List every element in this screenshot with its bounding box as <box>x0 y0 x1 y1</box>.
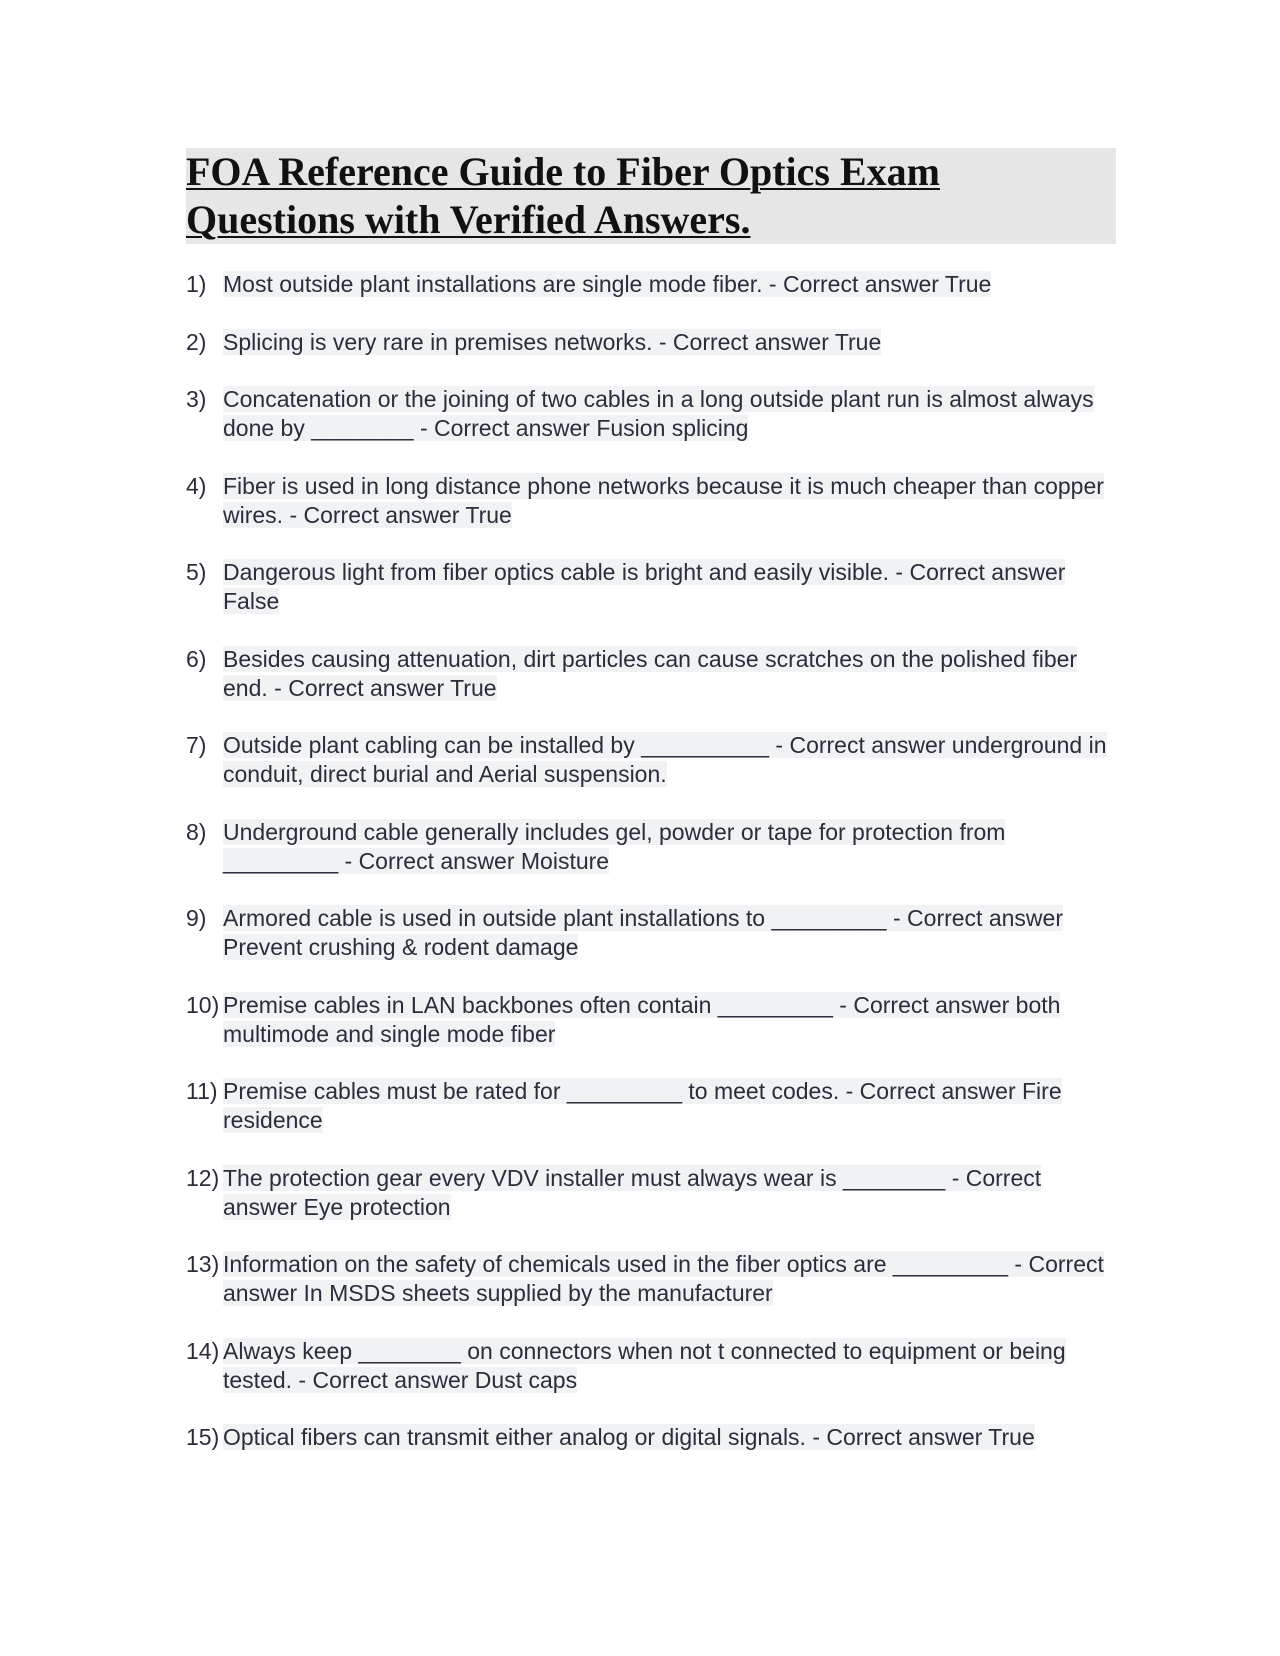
question-item <box>186 818 1116 876</box>
question-number: 6) <box>186 645 207 672</box>
question-number: 15) <box>186 1424 220 1450</box>
question-text: Fiber is used in long distance phone networks because it is much cheaper than copper wires. - Correct answer True <box>223 472 1104 528</box>
question-number: 10) <box>186 991 220 1018</box>
question-text: Underground cable generally includes gel, powder or tape for protection from _________ - Correct answer Moisture <box>223 818 1006 874</box>
page-title: FOA Reference Guide to Fiber Optics Exam Questions with Verified Answers. <box>186 149 940 242</box>
question-number: 3) <box>186 386 207 412</box>
question-item <box>186 1337 1116 1395</box>
question-text: Most outside plant installations are single mode fiber. - Correct answer True <box>223 271 992 297</box>
question-item <box>186 328 1116 357</box>
question-number: 2) <box>186 328 207 355</box>
question-number: 1) <box>186 271 207 297</box>
question-number: 13) <box>186 1251 220 1277</box>
question-text: Information on the safety of chemicals used in the fiber optics are _________ - Correct answer In MSDS sheets supplied by the manufacturer <box>223 1251 1104 1306</box>
question-text: The protection gear every VDV installer must always wear is ________ - Correct answer Eye protection <box>223 1164 1042 1220</box>
question-list <box>186 270 1116 1481</box>
question-item <box>186 472 1116 530</box>
question-item <box>186 270 1116 299</box>
question-number: 7) <box>186 732 207 758</box>
question-item <box>186 558 1116 616</box>
question-item <box>186 1423 1116 1452</box>
question-text: Always keep ________ on connectors when not t connected to equipment or being tested. - Correct answer Dust caps <box>223 1337 1066 1393</box>
question-number: 11) <box>186 1078 218 1104</box>
question-number: 12) <box>186 1164 220 1191</box>
question-text: Premise cables must be rated for _________ to meet codes. - Correct answer Fire residence <box>223 1078 1062 1133</box>
question-item <box>186 385 1116 443</box>
question-item <box>186 1077 1116 1135</box>
question-item <box>186 904 1116 962</box>
question-item <box>186 1250 1116 1308</box>
question-text: Premise cables in LAN backbones often contain _________ - Correct answer both multimode and single mode fiber <box>223 991 1061 1047</box>
question-number: 8) <box>186 818 207 845</box>
question-number: 9) <box>186 905 207 931</box>
question-text: Outside plant cabling can be installed by __________ - Correct answer underground in conduit, direct burial and Aerial suspension. <box>223 732 1107 787</box>
question-text: Splicing is very rare in premises networks. - Correct answer True <box>223 328 882 355</box>
question-item <box>186 1164 1116 1222</box>
question-text: Concatenation or the joining of two cables in a long outside plant run is almost always done by ________ - Correct answer Fusion splicing <box>223 386 1094 441</box>
question-number: 5) <box>186 559 207 585</box>
question-text: Dangerous light from fiber optics cable is bright and easily visible. - Correct answer False <box>223 559 1066 614</box>
question-number: 4) <box>186 472 207 499</box>
question-text: Armored cable is used in outside plant installations to _________ - Correct answer Prevent crushing & rodent damage <box>223 905 1063 960</box>
question-item <box>186 731 1116 789</box>
question-text: Optical fibers can transmit either analog or digital signals. - Correct answer True <box>223 1424 1035 1450</box>
question-item <box>186 645 1116 703</box>
question-text: Besides causing attenuation, dirt particles can cause scratches on the polished fiber end. - Correct answer True <box>223 645 1078 701</box>
question-number: 14) <box>186 1337 220 1364</box>
question-item <box>186 991 1116 1049</box>
